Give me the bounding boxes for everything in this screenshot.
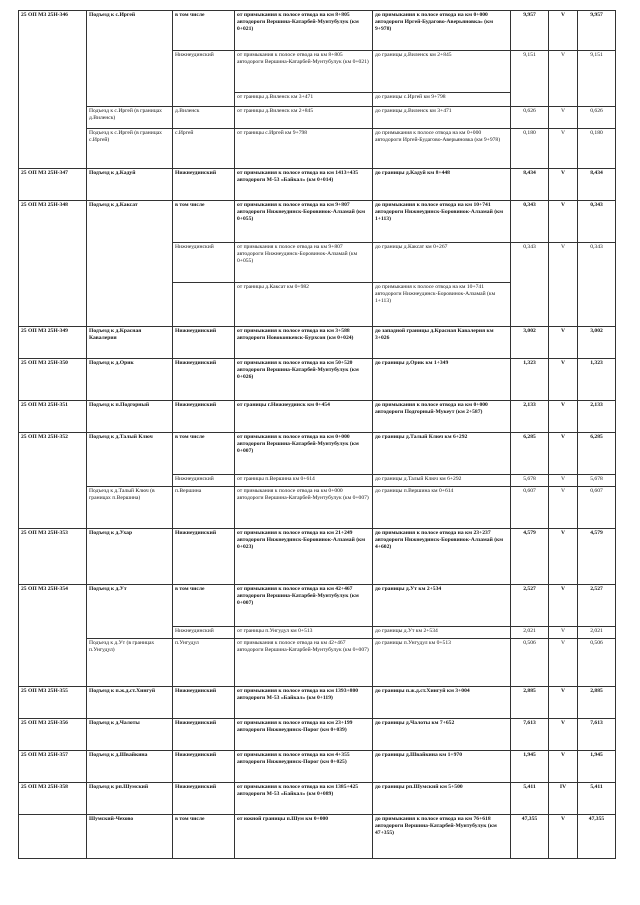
road-length-cell: 7,613 <box>511 719 549 751</box>
table-row <box>19 327 616 359</box>
segment-end-cell: до границы п.Вершина км 0+614 <box>373 487 511 529</box>
road-id-cell: 25 ОП МЗ 25Н-355 <box>19 687 87 719</box>
segment-end-cell: до примыкания к полосе отвода на км 0+000 автодороги Иргей-Будагово-Аверьяновка (км 9+978) <box>373 129 511 169</box>
road-name-cell: Подъезд к д.Ут <box>87 585 173 639</box>
segment-end-cell: до границы д.Ут км 2+534 <box>373 585 511 627</box>
total-length-cell: 3,002 <box>578 327 616 359</box>
segment-start-cell: от примыкания к полосе отвода на км 1393+800 автодороги М-53 «Байкал» (км 0+119) <box>235 687 373 719</box>
table-row <box>19 687 616 719</box>
total-length-cell: 0,506 <box>578 639 616 687</box>
segment-start-cell: от примыкания к полосе отвода на км 9+807 автодороги Нижнеудинск-Боровинок-Алзамай (км 0+055) <box>235 243 373 283</box>
road-id-cell: 25 ОП МЗ 25Н-354 <box>19 585 87 687</box>
total-length-cell: 0,180 <box>578 129 616 169</box>
road-length-cell: 9,957 <box>511 11 549 51</box>
table-row <box>19 487 616 529</box>
road-category-cell: V <box>549 719 578 751</box>
road-length-cell: 6,285 <box>511 433 549 475</box>
segment-end-cell: до примыкания к полосе отвода на км 23+237 автодороги Нижнеудинск-Боровинок-Алзамай (км 4+602) <box>373 529 511 585</box>
road-length-cell: 0,180 <box>511 129 549 169</box>
district-cell: Нижнеудинский <box>173 627 235 639</box>
segment-start-cell: от примыкания к полосе отвода на км 3+588 автодороги Новоконкевск-Бурхсон (км 0+024) <box>235 327 373 359</box>
table-row <box>19 751 616 783</box>
segment-start-cell: от границы д.Виленск км 3+471 <box>235 93 373 107</box>
segment-end-cell: до границы с.Иргей км 9+798 <box>373 93 511 107</box>
total-length-cell: 2,885 <box>578 687 616 719</box>
road-name-cell: Подъезд к с.Иргей (в границах д.Виленск) <box>87 107 173 129</box>
segment-end-cell: до границы д.Каксат км 0+267 <box>373 243 511 283</box>
table-row <box>19 401 616 433</box>
segment-start-cell: от примыкания к полосе отвода на км 1413+435 автодороги М-53 «Байкал» (км 0+014) <box>235 169 373 201</box>
total-length-cell: 0,626 <box>578 107 616 129</box>
road-id-cell: 25 ОП МЗ 25Н-356 <box>19 719 87 751</box>
road-id-cell: 25 ОП МЗ 25Н-358 <box>19 783 87 815</box>
district-cell: в том числе <box>173 815 235 859</box>
road-length-cell: 0,343 <box>511 243 549 327</box>
district-cell: в том числе <box>173 433 235 475</box>
road-id-cell <box>19 815 87 859</box>
total-length-cell: 2,133 <box>578 401 616 433</box>
road-length-cell: 0,626 <box>511 107 549 129</box>
segment-start-cell: от примыкания к полосе отвода на км 1385+425 автодороги М-53 «Байкал» (км 0+089) <box>235 783 373 815</box>
segment-start-cell: от примыкания к полосе отвода на км 42+467 автодороги Вершина-Катарбей-Мунтубулук (км 0+007) <box>235 639 373 687</box>
road-length-cell: 4,579 <box>511 529 549 585</box>
road-name-cell: Подъезд к д.Красная Кавалерия <box>87 327 173 359</box>
road-category-cell: V <box>549 201 578 243</box>
table-row <box>19 433 616 475</box>
district-cell: Нижнеудинский <box>173 401 235 433</box>
segment-end-cell: до примыкания к полосе отвода на км 0+000 автодороги Подгорный-Мукеут (км 2+587) <box>373 401 511 433</box>
total-length-cell: 5,678 <box>578 475 616 487</box>
total-length-cell: 4,579 <box>578 529 616 585</box>
total-length-cell: 2,527 <box>578 585 616 627</box>
district-cell: Нижнеудинский <box>173 783 235 815</box>
road-category-cell: V <box>549 815 578 859</box>
segment-start-cell: от примыкания к полосе отвода на км 9+807 автодороги Нижнеудинск-Боровинок-Алзамай (км 0+055) <box>235 201 373 243</box>
segment-end-cell: до границы д.Виленск км 2+845 <box>373 51 511 93</box>
road-category-cell: V <box>549 529 578 585</box>
segment-end-cell: до границы д.Ут км 2+534 <box>373 627 511 639</box>
road-length-cell: 0,607 <box>511 487 549 529</box>
road-id-cell: 25 ОП МЗ 25Н-347 <box>19 169 87 201</box>
road-id-cell: 25 ОП МЗ 25Н-348 <box>19 201 87 327</box>
road-length-cell: 1,945 <box>511 751 549 783</box>
road-id-cell: 25 ОП МЗ 25Н-353 <box>19 529 87 585</box>
road-category-cell: V <box>549 327 578 359</box>
road-length-cell: 3,002 <box>511 327 549 359</box>
segment-end-cell: до границы д.Талый Ключ км 6+292 <box>373 475 511 487</box>
table-row <box>19 815 616 859</box>
total-length-cell: 0,343 <box>578 243 616 327</box>
road-category-cell: V <box>549 687 578 719</box>
table-row <box>19 359 616 401</box>
road-category-cell: V <box>549 51 578 107</box>
segment-end-cell: до границы д.Виленск км 3+471 <box>373 107 511 129</box>
table-row <box>19 783 616 815</box>
district-cell: Нижнеудинский <box>173 169 235 201</box>
segment-start-cell: от примыкания к полосе отвода на км 0+000 автодороги Вершина-Катарбей-Мунтубулук (км 0+007) <box>235 433 373 475</box>
road-register-table <box>18 10 616 859</box>
road-name-cell: Подъезд к д.Ухар <box>87 529 173 585</box>
district-cell: Нижнеудинский <box>173 687 235 719</box>
road-id-cell: 25 ОП МЗ 25Н-357 <box>19 751 87 783</box>
road-name-cell: Подъезд к п.Подгорный <box>87 401 173 433</box>
total-length-cell: 0,607 <box>578 487 616 529</box>
road-length-cell: 2,021 <box>511 627 549 639</box>
road-id-cell: 25 ОП МЗ 25Н-349 <box>19 327 87 359</box>
segment-start-cell: от границы п.Унгудул км 0+513 <box>235 627 373 639</box>
segment-start-cell: от границы г.Нижнеудинск км 0+454 <box>235 401 373 433</box>
total-length-cell: 47,355 <box>578 815 616 859</box>
segment-start-cell: от примыкания к полосе отвода на км 23+199 автодороги Нижнеудинск-Порог (км 0+039) <box>235 719 373 751</box>
road-category-cell: V <box>549 129 578 169</box>
road-length-cell: 47,355 <box>511 815 549 859</box>
segment-end-cell: до границы д.Кадуй км 8+448 <box>373 169 511 201</box>
segment-start-cell: от примыкания к полосе отвода на км 21+249 автодороги Нижнеудинск-Боровинок-Алзамай (км 0+023) <box>235 529 373 585</box>
table-row <box>19 107 616 129</box>
road-name-cell: Подъезд к п.ж.д.ст.Хингуй <box>87 687 173 719</box>
segment-start-cell: от границы с.Иргей км 9+798 <box>235 129 373 169</box>
road-id-cell: 25 ОП МЗ 25Н-346 <box>19 11 87 169</box>
table-row <box>19 529 616 585</box>
district-cell: п.Вершина <box>173 487 235 529</box>
table-row <box>19 11 616 51</box>
road-name-cell: Подъезд к д.Ут (в границах п.Унгудул) <box>87 639 173 687</box>
road-name-cell: Подъезд к рп.Шумский <box>87 783 173 815</box>
road-register-document <box>18 10 616 859</box>
road-category-cell: V <box>549 751 578 783</box>
segment-start-cell: от примыкания к полосе отвода на км 8+805 автодороги Вершина-Катарбей-Мунтубулук (км 0+021) <box>235 51 373 93</box>
road-length-cell: 1,323 <box>511 359 549 401</box>
segment-end-cell: до границы д.Талый Ключ км 6+292 <box>373 433 511 475</box>
road-category-cell: V <box>549 107 578 129</box>
district-cell: в том числе <box>173 201 235 243</box>
road-category-cell: V <box>549 433 578 475</box>
segment-end-cell: до границы п.Унгудул км 0+513 <box>373 639 511 687</box>
district-cell: с.Иргей <box>173 129 235 169</box>
road-length-cell: 2,527 <box>511 585 549 627</box>
road-id-cell: 25 ОП МЗ 25Н-352 <box>19 433 87 529</box>
segment-end-cell: до примыкания к полосе отвода на км 10+741 автодороги Нижнеудинск-Боровинок-Алзамай (км 1+113) <box>373 283 511 327</box>
total-length-cell: 0,343 <box>578 201 616 243</box>
road-name-cell: Подъезд к с.Иргей <box>87 11 173 107</box>
table-body <box>19 11 616 859</box>
road-name-cell: Подъезд к д.Швайкина <box>87 751 173 783</box>
road-category-cell: V <box>549 639 578 687</box>
segment-start-cell: от примыкания к полосе отвода на км 0+000 автодороги Вершина-Катарбей-Мунтубулук (км 0+007) <box>235 487 373 529</box>
segment-start-cell: от примыкания к полосе отвода на км 42+467 автодороги Вершина-Катарбей-Мунтубулук (км 0+007) <box>235 585 373 627</box>
road-id-cell: 25 ОП МЗ 25Н-351 <box>19 401 87 433</box>
segment-end-cell: до границы д.Орик км 1+349 <box>373 359 511 401</box>
segment-end-cell: до примыкания к полосе отвода на км 10+741 автодороги Нижнеудинск-Боровинок-Алзамай (км 1+113) <box>373 201 511 243</box>
district-cell: Нижнеудинский <box>173 327 235 359</box>
road-length-cell: 8,434 <box>511 169 549 201</box>
segment-end-cell: до примыкания к полосе отвода на км 76+618 автодороги Вершина-Катарбей-Мунтубулук (км 47+355) <box>373 815 511 859</box>
district-cell <box>173 283 235 327</box>
road-length-cell: 5,678 <box>511 475 549 487</box>
total-length-cell: 5,411 <box>578 783 616 815</box>
table-row <box>19 169 616 201</box>
table-row <box>19 585 616 627</box>
road-category-cell: V <box>549 401 578 433</box>
road-name-cell: Подъезд к д.Каксат <box>87 201 173 327</box>
district-cell: в том числе <box>173 11 235 51</box>
district-cell: Нижнеудинский <box>173 51 235 107</box>
segment-start-cell: от примыкания к полосе отвода на км 4+355 автодороги Нижнеудинск-Порог (км 0+025) <box>235 751 373 783</box>
district-cell: Нижнеудинский <box>173 719 235 751</box>
road-length-cell: 2,885 <box>511 687 549 719</box>
road-category-cell: V <box>549 627 578 639</box>
road-id-cell: 25 ОП МЗ 25Н-350 <box>19 359 87 401</box>
table-row <box>19 201 616 243</box>
total-length-cell: 1,323 <box>578 359 616 401</box>
road-length-cell: 2,133 <box>511 401 549 433</box>
road-name-cell: Подъезд к д.Талый Ключ (в границах п.Вершина) <box>87 487 173 529</box>
district-cell: Нижнеудинский <box>173 243 235 283</box>
segment-start-cell: от примыкания к полосе отвода на км 8+805 автодороги Вершина-Катарбей-Мунтубулук (км 0+021) <box>235 11 373 51</box>
segment-end-cell: до границы рп.Шумский км 5+500 <box>373 783 511 815</box>
district-cell: Нижнеудинский <box>173 751 235 783</box>
total-length-cell: 6,285 <box>578 433 616 475</box>
road-length-cell: 5,411 <box>511 783 549 815</box>
road-category-cell: V <box>549 243 578 327</box>
road-name-cell: Подъезд к с.Иргей (в границах с.Иргей) <box>87 129 173 169</box>
segment-end-cell: до границы д.Швайкина км 1+970 <box>373 751 511 783</box>
table-row <box>19 639 616 687</box>
table-row <box>19 129 616 169</box>
road-length-cell: 0,506 <box>511 639 549 687</box>
segment-start-cell: от южной границы п.Шум км 0+000 <box>235 815 373 859</box>
road-category-cell: V <box>549 11 578 51</box>
road-category-cell: V <box>549 169 578 201</box>
total-length-cell: 9,151 <box>578 51 616 107</box>
segment-start-cell: от границы п.Вершина км 0+614 <box>235 475 373 487</box>
segment-end-cell: до западной границы д.Красная Кавалерия км 3+026 <box>373 327 511 359</box>
segment-end-cell: до границы д.Чалоты км 7+652 <box>373 719 511 751</box>
road-length-cell: 0,343 <box>511 201 549 243</box>
segment-end-cell: до границы п.ж.д.ст.Хингуй км 3+004 <box>373 687 511 719</box>
road-category-cell: V <box>549 487 578 529</box>
road-length-cell: 9,151 <box>511 51 549 107</box>
road-name-cell: Шумский-Чехово <box>87 815 173 859</box>
segment-start-cell: от примыкания к полосе отвода на км 50+520 автодороги Вершина-Катарбей-Мунтубулук (км 0+026) <box>235 359 373 401</box>
road-category-cell: V <box>549 475 578 487</box>
total-length-cell: 2,021 <box>578 627 616 639</box>
district-cell: Нижнеудинский <box>173 359 235 401</box>
road-name-cell: Подъезд к д.Орик <box>87 359 173 401</box>
road-category-cell: V <box>549 585 578 627</box>
road-name-cell: Подъезд к д.Талый Ключ <box>87 433 173 487</box>
road-category-cell: IV <box>549 783 578 815</box>
segment-end-cell: до примыкания к полосе отвода на км 0+000 автодороги Иргей-Будагово-Аверьяновка» (км 9+978) <box>373 11 511 51</box>
road-name-cell: Подъезд к д.Чалоты <box>87 719 173 751</box>
total-length-cell: 1,945 <box>578 751 616 783</box>
district-cell: д.Виленск <box>173 107 235 129</box>
table-row <box>19 719 616 751</box>
district-cell: в том числе <box>173 585 235 627</box>
district-cell: Нижнеудинский <box>173 529 235 585</box>
segment-start-cell: от границы д.Виленск км 2+845 <box>235 107 373 129</box>
total-length-cell: 8,434 <box>578 169 616 201</box>
district-cell: п.Унгудул <box>173 639 235 687</box>
total-length-cell: 9,957 <box>578 11 616 51</box>
road-name-cell: Подъезд к д.Кадуй <box>87 169 173 201</box>
total-length-cell: 7,613 <box>578 719 616 751</box>
district-cell: Нижнеудинский <box>173 475 235 487</box>
road-category-cell: V <box>549 359 578 401</box>
segment-start-cell: от границы д.Каксат км 0+982 <box>235 283 373 327</box>
